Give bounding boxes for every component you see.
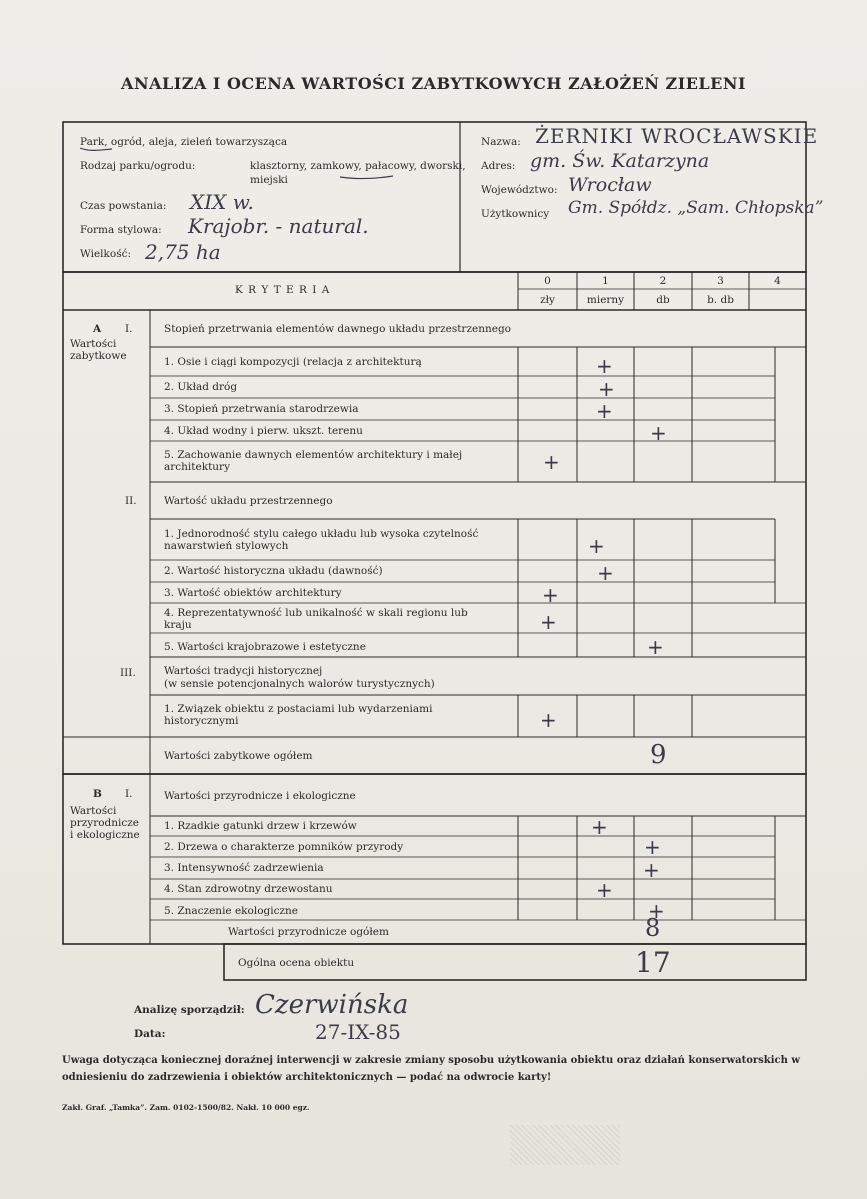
date-value: 27-IX-85 xyxy=(315,1020,401,1044)
size-value: 2,75 ha xyxy=(145,240,221,264)
analyst-label: Analizę sporządził: xyxy=(134,1004,245,1016)
g2-item-1: 1. Jednorodność stylu całego układu lub wysoka czytelność nawarstwień stylowych xyxy=(164,528,479,552)
check-mark: + xyxy=(648,899,665,923)
address-label: Adres: xyxy=(481,160,516,172)
score-3-num: 3 xyxy=(717,275,724,287)
overall-value: 17 xyxy=(635,946,671,979)
size-label: Wielkość: xyxy=(80,248,132,260)
style-value: Krajobr. - natural. xyxy=(188,214,369,238)
users-label: Użytkownicy xyxy=(481,208,550,220)
address-value: gm. Św. Katarzyna xyxy=(530,150,710,172)
g1-item-3: 3. Stopień przetrwania starodrzewia xyxy=(164,403,359,415)
name-value: ŻERNIKI WROCŁAWSKIE xyxy=(535,124,819,148)
b-item-4: 4. Stan zdrowotny drzewostanu xyxy=(164,883,333,895)
score-0-num: 0 xyxy=(544,275,551,287)
faded-stamp xyxy=(510,1125,620,1165)
check-mark: + xyxy=(596,878,613,902)
section-b-roman: I. xyxy=(125,788,133,800)
check-mark: + xyxy=(596,354,613,378)
check-mark: + xyxy=(540,610,557,634)
style-label: Forma stylowa: xyxy=(80,224,162,236)
b-item-3: 3. Intensywność zadrzewienia xyxy=(164,862,324,874)
check-mark: + xyxy=(650,421,667,445)
section-b-total-value: 8 xyxy=(645,914,661,942)
date-label: Data: xyxy=(134,1028,166,1040)
type-label: Park, ogród, aleja, zieleń towarzysząca xyxy=(80,136,288,148)
g1-item-5: 5. Zachowanie dawnych elementów architektury i małej architektury xyxy=(164,449,463,473)
check-mark: + xyxy=(543,450,560,474)
score-2-name: db xyxy=(656,294,670,306)
check-mark: + xyxy=(643,858,660,882)
b-item-5: 5. Znaczenie ekologiczne xyxy=(164,905,299,917)
group-1-title: Stopień przetrwania elementów dawnego układu przestrzennego xyxy=(164,323,511,335)
g1-item-2: 2. Układ dróg xyxy=(164,381,238,393)
score-0-name: zły xyxy=(540,294,555,306)
kind-label: Rodzaj parku/ogrodu: xyxy=(80,160,196,172)
section-b-name: Wartości przyrodnicze i ekologiczne xyxy=(70,805,140,841)
analyst-signature: Czerwińska xyxy=(255,990,409,1020)
criteria-label: K R Y T E R I A xyxy=(235,284,331,296)
time-label: Czas powstania: xyxy=(80,200,167,212)
score-4-num: 4 xyxy=(774,275,781,287)
section-a-name: Wartości zabytkowe xyxy=(70,338,127,362)
check-mark: + xyxy=(591,815,608,839)
page-title: ANALIZA I OCENA WARTOŚCI ZABYTKOWYCH ZAŁOŻEŃ ZIELENI xyxy=(121,74,746,93)
voivodeship-value: Wrocław xyxy=(568,174,652,196)
score-3-name: b. db xyxy=(707,294,734,306)
group-2-title: Wartość układu przestrzennego xyxy=(164,495,333,507)
overall-label: Ogólna ocena obiektu xyxy=(238,957,355,969)
score-1-num: 1 xyxy=(602,275,609,287)
g1-item-4: 4. Układ wodny i pierw. ukszt. terenu xyxy=(164,425,363,437)
g2-item-3: 3. Wartość obiektów architektury xyxy=(164,587,342,599)
check-mark: + xyxy=(598,377,615,401)
check-mark: + xyxy=(596,399,613,423)
section-a-total-value: 9 xyxy=(650,740,667,770)
kind-options-1: klasztorny, zamkowy, pałacowy, dworski, xyxy=(250,160,466,172)
score-2-num: 2 xyxy=(659,275,667,287)
b-item-2: 2. Drzewa o charakterze pomników przyrody xyxy=(164,841,404,853)
section-a-total-label: Wartości zabytkowe ogółem xyxy=(164,750,313,762)
group-3-title-1: Wartości tradycji historycznej xyxy=(164,665,323,677)
g1-item-1: 1. Osie i ciągi kompozycji (relacja z architekturą xyxy=(164,356,422,368)
section-a-code: A xyxy=(93,323,102,335)
kind-options-2: miejski xyxy=(250,174,288,186)
g3-item-1: 1. Związek obiektu z postaciami lub wydarzeniami historycznymi xyxy=(164,703,433,727)
section-a-roman: I. xyxy=(125,323,133,335)
print-info: Zakł. Graf. „Tamka”. Zam. 0102-1500/82. Nakł. 10 000 egz. xyxy=(62,1103,310,1112)
check-mark: + xyxy=(542,583,559,607)
score-1-name: mierny xyxy=(586,294,625,306)
group-2-roman: II. xyxy=(125,495,137,507)
check-mark: + xyxy=(647,635,664,659)
section-b-total-label: Wartości przyrodnicze ogółem xyxy=(228,926,389,938)
check-mark: + xyxy=(540,708,557,732)
note-text: Uwaga dotycząca koniecznej doraźnej interwencji w zakresie zmiany sposobu użytkowania obiektu oraz działań konserwatorskich w odniesieniu do zadrzewienia i obiektów architektonicznych — podać na odwrocie karty! xyxy=(62,1055,800,1083)
section-b-code: B xyxy=(93,788,102,800)
group-3-roman: III. xyxy=(120,667,136,679)
g2-item-2: 2. Wartość historyczna układu (dawność) xyxy=(164,565,383,577)
users-value: Gm. Spółdz. „Sam. Chłopska” xyxy=(568,198,824,218)
time-value: XIX w. xyxy=(190,190,254,214)
check-mark: + xyxy=(597,561,614,585)
g2-item-4: 4. Reprezentatywność lub unikalność w skali regionu lub kraju xyxy=(164,607,468,631)
group-3-title-2: (w sensie potencjonalnych walorów turystycznych) xyxy=(164,678,435,690)
name-label: Nazwa: xyxy=(481,136,521,148)
section-b-group-title: Wartości przyrodnicze i ekologiczne xyxy=(164,790,356,802)
b-item-1: 1. Rzadkie gatunki drzew i krzewów xyxy=(164,820,357,832)
check-mark: + xyxy=(644,835,661,859)
check-mark: + xyxy=(588,534,605,558)
g2-item-5: 5. Wartości krajobrazowe i estetyczne xyxy=(164,641,366,653)
voivodeship-label: Województwo: xyxy=(481,184,558,196)
